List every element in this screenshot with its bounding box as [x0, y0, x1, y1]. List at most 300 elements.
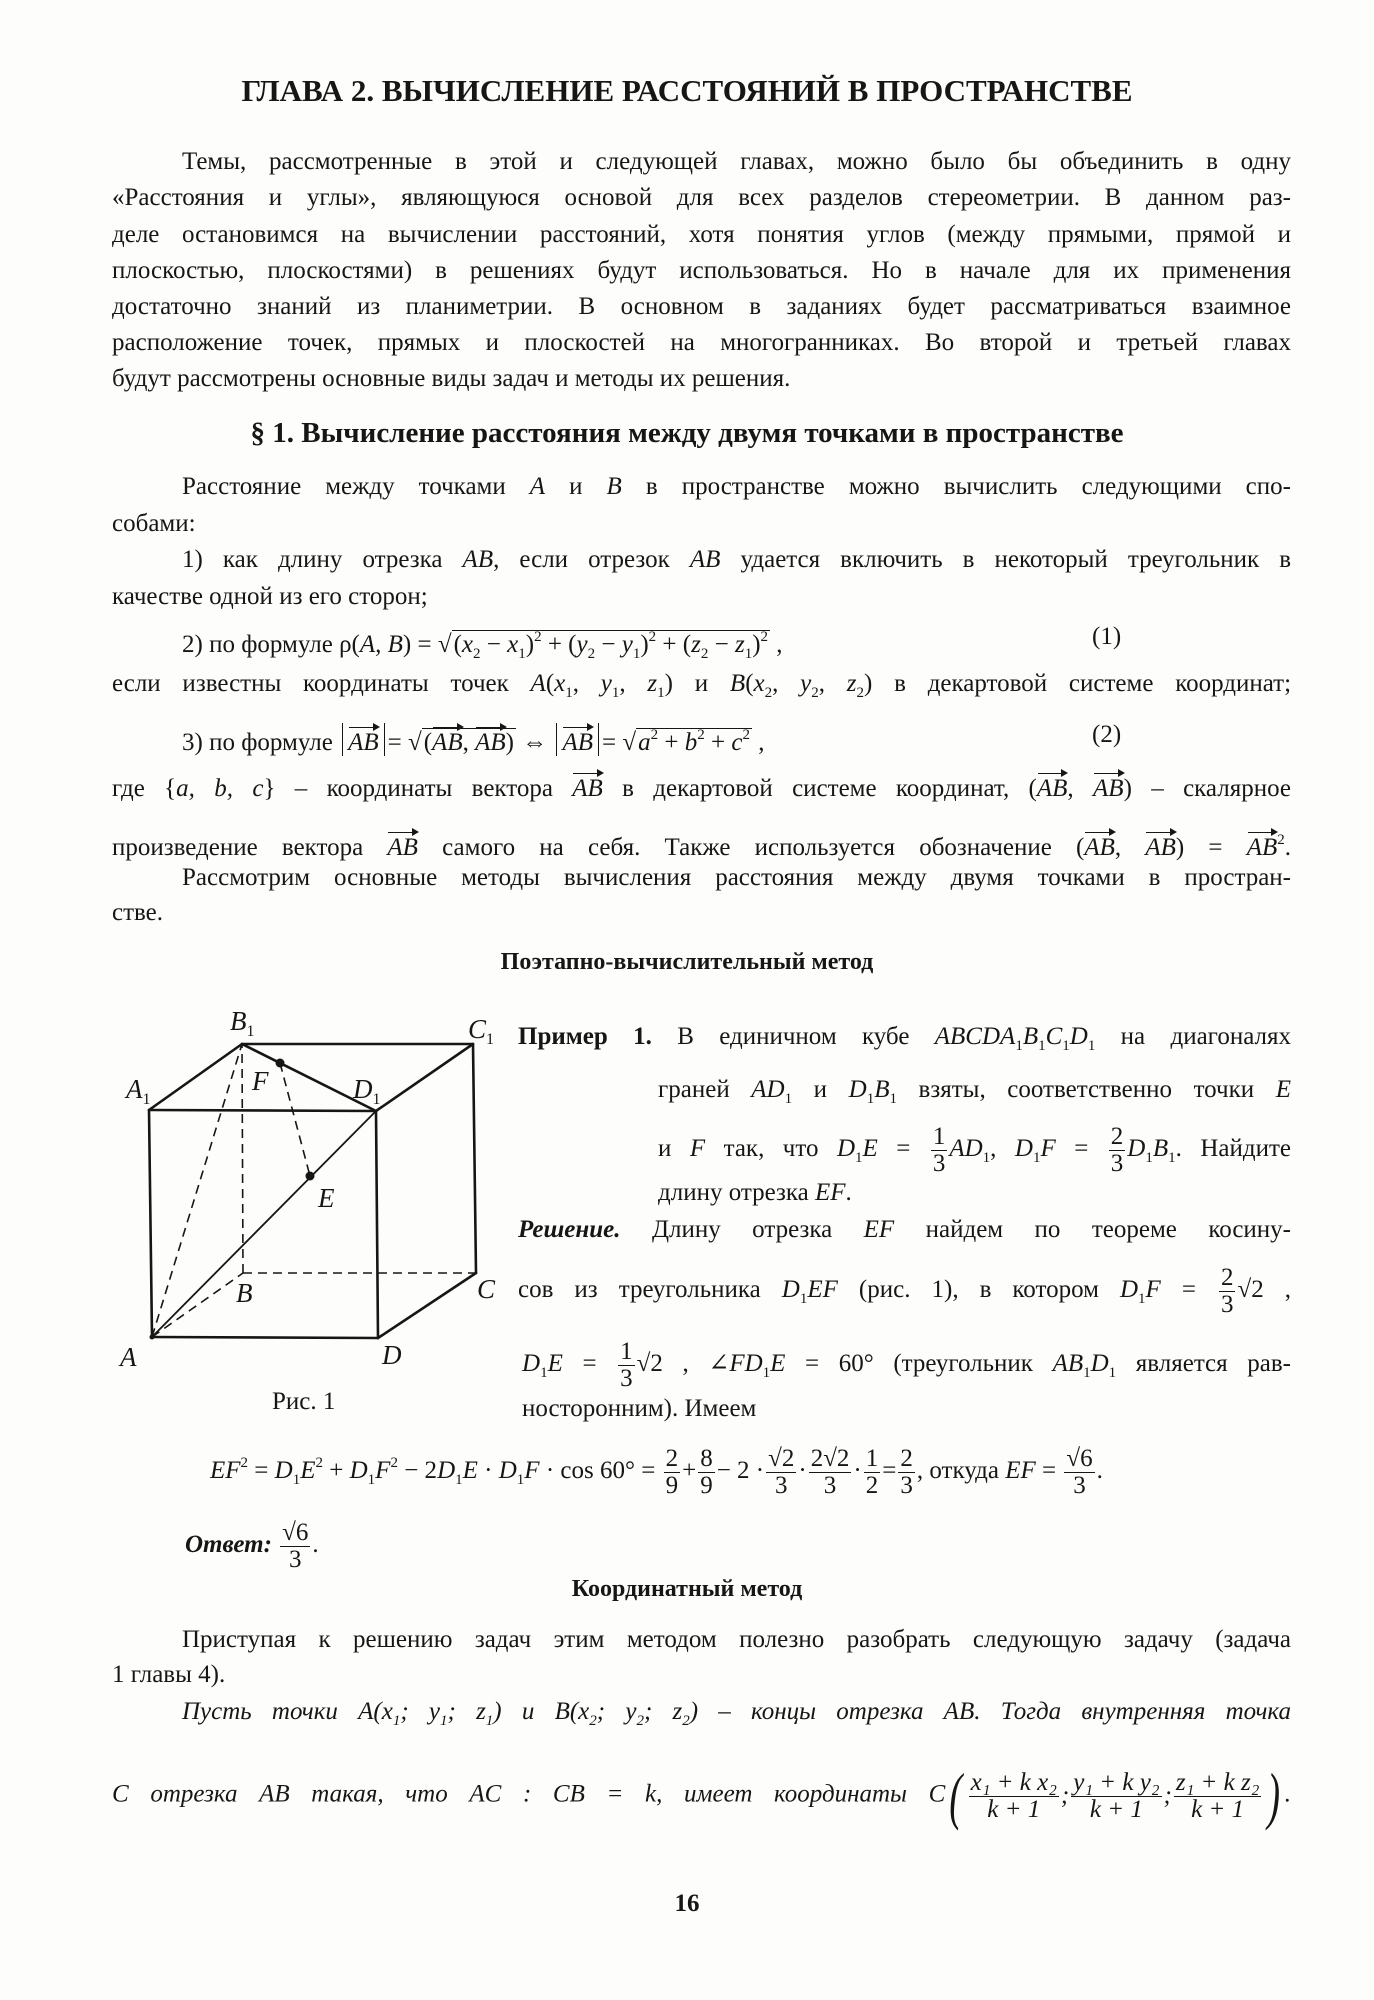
text-run: В единичном кубе: [651, 1023, 935, 1050]
text-run: =: [602, 729, 623, 756]
math-i: AD: [751, 1076, 785, 1103]
math-sub: 1: [982, 1150, 991, 1167]
math-i: F: [524, 1457, 540, 1485]
answer: [185, 1520, 319, 1573]
math-sub: 1: [565, 685, 573, 701]
math-sup: 2: [1277, 832, 1285, 848]
text-run: ): [525, 631, 535, 658]
math-i: y: [576, 631, 588, 658]
math-sub: 1: [1087, 1038, 1096, 1054]
text-run: является рав-: [1116, 1350, 1291, 1378]
text-run: произведение вектора: [112, 834, 388, 861]
math-i: A, B: [359, 631, 403, 658]
math-sub: 1: [518, 646, 526, 662]
math-i: A: [529, 473, 546, 500]
math-sub: 1: [1015, 1038, 1023, 1054]
vector: AB: [432, 726, 463, 760]
math-i: F: [1040, 1135, 1056, 1163]
denominator: k + 1: [1191, 1795, 1245, 1823]
dashed-AB: [152, 1273, 243, 1337]
text-run: (: [745, 670, 754, 697]
math-sub: 1: [866, 1091, 875, 1107]
math-i: z: [846, 670, 857, 697]
vector: AB: [572, 772, 603, 806]
text-run: ;: [1163, 1782, 1172, 1809]
text-run: +: [658, 729, 685, 756]
text-run: Длину отрезка: [620, 1216, 864, 1243]
text-run: ) – концы отрезка AB. Тогда внутренняя точка: [689, 1698, 1291, 1725]
math-i: C: [1045, 1023, 1063, 1050]
math-i: B: [606, 473, 622, 500]
denominator: k + 1: [987, 1795, 1041, 1823]
equation-number: (2): [1092, 721, 1122, 748]
math-sub: 1: [455, 1472, 463, 1489]
numerator: √2: [768, 1445, 795, 1472]
math-i: D: [349, 1457, 368, 1485]
text-run: .: [1096, 1457, 1103, 1485]
text-run: ) и: [664, 670, 730, 697]
text-run: .: [1284, 834, 1291, 861]
text-run: =: [877, 1135, 929, 1163]
fraction: [1219, 1265, 1236, 1318]
text-run: + (: [541, 631, 577, 658]
text-run: длину отрезка: [658, 1179, 815, 1206]
edge-C1C: [473, 1044, 476, 1273]
fraction: [280, 1520, 310, 1573]
vector: AB: [348, 726, 379, 760]
text-run: −: [480, 631, 508, 658]
text-run: +: [323, 1457, 350, 1485]
text-run: +: [704, 729, 732, 756]
fraction: [1071, 1770, 1161, 1823]
math-i: AB: [1052, 1350, 1084, 1378]
point-E: [306, 1172, 315, 1181]
text-run: ·: [853, 1457, 862, 1485]
text-run: в декартовой системе координат, (: [602, 775, 1037, 802]
math-sub: 1: [1032, 1150, 1041, 1167]
math-sup: 2: [240, 1455, 249, 1472]
math-i: D: [437, 1457, 456, 1485]
text-run: так, что: [705, 1135, 837, 1163]
vector: AB: [387, 831, 418, 865]
numerator: √6: [1066, 1445, 1093, 1472]
text-run: достаточно знаний из планиметрии. В основном в заданиях будет рассматриваться взаимное: [112, 293, 1291, 320]
math-i: y: [621, 631, 633, 658]
denominator: 3: [932, 1150, 946, 1177]
text-run: граней: [658, 1076, 752, 1103]
square-root: $√(x_2 - x_1)^2 + (y_2 - y_1)^2 + (z_2 - z_1)^2$: [437, 629, 769, 662]
text-run: (: [453, 631, 462, 658]
math-i: y: [600, 670, 612, 697]
math-sub: 1: [657, 685, 665, 701]
math-sub: 2: [636, 1713, 644, 1729]
math-i: D: [274, 1457, 293, 1485]
label-B: B: [236, 1278, 253, 1308]
text-run: ) – скалярное: [1123, 775, 1291, 802]
math-sub: 1: [784, 1091, 793, 1107]
left-paren: (: [949, 1760, 963, 1831]
text-run: + (: [656, 631, 692, 658]
text-run: расположение точек, прямых и плоскостей на многогранниках. Во второй и третьей главах: [112, 329, 1291, 356]
math-i: D: [1090, 1350, 1109, 1378]
numerator: x₁ + k x₂: [970, 1768, 1057, 1796]
math-i: D: [1014, 1135, 1033, 1163]
denominator: 3: [1073, 1472, 1086, 1499]
math-i: D: [522, 1350, 541, 1378]
edge-AD: [152, 1337, 378, 1338]
math-sub: 2: [682, 1713, 690, 1729]
fraction: [969, 1770, 1059, 1823]
denominator: 9: [665, 1472, 679, 1499]
text-run: ) и B(x: [493, 1698, 590, 1725]
text-run: . Найдите: [1175, 1135, 1291, 1163]
text-run: ): [752, 631, 761, 658]
text-run: и: [545, 473, 607, 500]
text-run: удается включить в некоторый треугольник в: [720, 546, 1291, 573]
text-run: , откуда: [916, 1457, 1006, 1485]
math-sub: 1: [367, 1472, 376, 1489]
text-run: = 60° (треугольник: [785, 1350, 1053, 1378]
numerator: 2: [1110, 1123, 1124, 1150]
fraction: [864, 1446, 881, 1499]
numerator: 2√2: [810, 1445, 850, 1472]
text-run: ): [505, 729, 514, 756]
example-line: [658, 1124, 1291, 1177]
paragraph-line: [112, 1658, 225, 1692]
math-i: D: [498, 1457, 517, 1485]
math-sub: 2: [473, 646, 481, 662]
solution-line: [522, 1339, 1291, 1392]
text-run: ⇔: [515, 729, 554, 756]
math-sub: 1: [1108, 1365, 1117, 1382]
math-sup: 2: [315, 1455, 323, 1472]
math-sub: 1: [1083, 1365, 1091, 1382]
square-root: √(AB, AB): [408, 728, 516, 756]
math-sub: 1: [1138, 1291, 1146, 1308]
parenthesized-group: [945, 1760, 1284, 1831]
text-run: .: [1284, 1780, 1291, 1808]
math-i: x: [507, 631, 519, 658]
text-run: ,: [818, 670, 847, 697]
math-i: B: [1022, 1023, 1039, 1050]
math-i: EF: [815, 1179, 846, 1206]
text-run: Расстояние между точками: [182, 473, 530, 500]
math-sub: 1: [799, 1291, 808, 1308]
text-run: (: [423, 729, 433, 756]
denominator: 3: [1220, 1291, 1234, 1318]
text-run: =: [387, 729, 408, 756]
text-run: ; y: [400, 1698, 441, 1725]
solution-line: [522, 1392, 756, 1426]
fraction: [1174, 1770, 1262, 1823]
text-run: .: [312, 1531, 319, 1559]
math-i: D: [781, 1276, 800, 1304]
math-i: AB: [689, 546, 721, 573]
fraction: [664, 1446, 681, 1499]
text-run: 1 главы 4).: [112, 1661, 226, 1688]
math-sup: 2: [534, 629, 542, 645]
math-i: F: [1145, 1276, 1161, 1304]
math-sup: 2: [742, 727, 750, 743]
math-sub: 1: [855, 1150, 863, 1167]
math-i: a, b, c: [176, 775, 264, 802]
numerator: 2: [1220, 1264, 1234, 1291]
paragraph-line: [182, 1695, 1291, 1738]
text-run: =: [1160, 1276, 1217, 1304]
numerator: 1: [932, 1123, 946, 1150]
math-i: E: [862, 1135, 878, 1163]
math-sup: 2: [697, 727, 705, 743]
example-line: [518, 1020, 1291, 1063]
math-sub: 1: [516, 1472, 525, 1489]
denominator: 3: [1110, 1150, 1124, 1177]
text-run: будут рассмотрены основные виды задач и методы их решения.: [112, 365, 791, 392]
text-run: ,: [1067, 775, 1094, 802]
diagonal-AD1: [152, 1111, 376, 1337]
math-i: E: [770, 1350, 786, 1378]
text-run: ,: [770, 631, 783, 658]
math-sup: 2: [648, 629, 657, 645]
edge-C1D1: [376, 1044, 473, 1111]
text-run: 2) по формуле ρ(: [182, 631, 360, 658]
text-run: ,: [990, 1135, 1015, 1163]
numerator: y₁ + k y₂: [1073, 1768, 1160, 1796]
method-title: Координатный метод: [571, 1576, 803, 1602]
text-run: ,: [751, 729, 765, 756]
text-run: −: [595, 631, 622, 658]
text-run: =: [248, 1457, 275, 1485]
label-D: D: [382, 1340, 402, 1370]
denominator: 3: [289, 1546, 302, 1573]
text-run: деле остановимся на вычислении расстояний, хотя понятия углов (между прямыми, прямой и: [112, 221, 1291, 248]
math-sub: 2: [811, 685, 819, 701]
text-run: +: [682, 1457, 697, 1485]
math-sub: 2: [589, 1713, 597, 1729]
math-i: E: [547, 1350, 563, 1378]
vector: AB: [1247, 831, 1278, 865]
numerator: √6: [282, 1519, 309, 1546]
text-run: [272, 1531, 278, 1558]
text-run: =: [562, 1350, 617, 1378]
label-E: E: [318, 1183, 335, 1213]
math-i: B: [729, 670, 746, 697]
square-root: $√a^2 + b^2 + c^2$: [622, 727, 750, 756]
text-run: ): [640, 631, 649, 658]
text-run: ,: [1114, 834, 1146, 861]
dashed-BB1: [242, 1044, 243, 1273]
text-run: ,: [572, 670, 601, 697]
dashed-FE: [280, 1063, 310, 1176]
edge-DD1: [376, 1111, 378, 1338]
text-run: √2 ,: [1237, 1276, 1291, 1304]
numerator: 1: [620, 1338, 633, 1365]
text-run: Приступая к решению задач этим методом полезно разобрать следующую задачу (задача: [182, 1626, 1291, 1653]
math-i: D: [848, 1076, 867, 1103]
math-sub: 1: [292, 1472, 301, 1489]
point-A: [150, 1335, 155, 1340]
text-run: ,: [772, 670, 801, 697]
cube-figure: [0, 0, 520, 1420]
math-sup: 2: [760, 629, 769, 645]
math-sub: 1: [611, 685, 620, 701]
math-i: c: [731, 729, 743, 756]
math-sub: 2: [764, 685, 773, 701]
math-sub: 2: [856, 685, 865, 701]
denominator: 3: [823, 1472, 837, 1499]
solution-line: [518, 1265, 1291, 1318]
paragraph-line: [182, 1623, 1291, 1657]
text-run: если известны координаты точек: [112, 670, 531, 697]
denominator: 3: [900, 1472, 913, 1499]
math-i: D: [1119, 1276, 1139, 1304]
text-run: самого на себя. Также используется обозначение (: [417, 834, 1085, 861]
text-run: стве.: [112, 899, 164, 926]
math-b: Пример 1.: [518, 1023, 652, 1050]
math-i: D: [1069, 1023, 1088, 1050]
denominator: k + 1: [1089, 1795, 1143, 1823]
denominator: 9: [700, 1472, 713, 1499]
math-i: E: [1275, 1076, 1291, 1103]
math-sub: 1: [392, 1713, 401, 1729]
math-i: x: [554, 670, 566, 697]
text-run: «Расстояния и углы», являющуюся основой для всех разделов стереометрии. В данном раз-: [112, 184, 1291, 211]
label-A1: $A_1$: [126, 1074, 151, 1108]
math-i: EF: [1005, 1457, 1036, 1485]
fraction: [1064, 1446, 1094, 1499]
math-i: z: [734, 631, 745, 658]
text-run: Рассмотрим основные методы вычисления расстояния между двумя точками в простран-: [182, 864, 1291, 891]
text-run: Темы, рассмотренные в этой и следующей главах, можно было бы объединить в одну: [182, 148, 1291, 175]
point-F: [276, 1059, 285, 1068]
paragraph-line: [112, 1760, 1291, 1831]
denominator: 3: [620, 1365, 633, 1392]
math-i: EF: [210, 1457, 241, 1485]
example-line: [658, 1073, 1291, 1116]
text-run: √2 , ∠: [636, 1350, 730, 1378]
math-i: AB: [462, 546, 494, 573]
math-i: z: [647, 670, 658, 697]
label-B1: $B_1$: [230, 1006, 255, 1040]
fraction: [1109, 1124, 1126, 1177]
fraction: [766, 1446, 796, 1499]
math-i: F: [689, 1135, 706, 1163]
text-run: (: [545, 670, 555, 697]
text-run: в пространстве можно вычислить следующими спо-: [621, 473, 1291, 500]
fraction: [809, 1446, 852, 1499]
math-i: y: [800, 670, 812, 697]
edge-CD: [378, 1273, 476, 1338]
main-formula: [210, 1446, 1103, 1499]
math-sub: 1: [1145, 1150, 1153, 1167]
math-i: z: [691, 631, 701, 658]
math-sub: 1: [762, 1365, 771, 1382]
math-i: ABCDA: [934, 1023, 1016, 1050]
math-i: F: [375, 1457, 391, 1485]
text-run: где {: [112, 775, 177, 802]
math-i: b: [684, 729, 698, 756]
text-run: ; z: [643, 1698, 683, 1725]
math-i: B: [874, 1076, 890, 1103]
math-sup: 2: [650, 727, 659, 743]
text-run: Пусть точки A(x: [182, 1698, 393, 1725]
text-run: .: [845, 1179, 852, 1206]
text-run: ) в декартовой системе координат;: [864, 670, 1292, 697]
text-run: 1) как длину отрезка: [182, 546, 463, 573]
numerator: 2: [900, 1445, 913, 1472]
math-i: x: [461, 631, 474, 658]
text-run: ; y: [596, 1698, 637, 1725]
vector: AB: [1093, 772, 1124, 806]
math-i: E: [300, 1457, 316, 1485]
denominator: 2: [865, 1472, 879, 1499]
text-run: − 2: [397, 1457, 438, 1485]
math-sub: 1: [744, 646, 753, 662]
numerator: z₁ + k z₂: [1175, 1768, 1260, 1796]
math-sup: 2: [390, 1455, 398, 1472]
math-i: E: [462, 1457, 478, 1485]
text-run: ;: [1060, 1782, 1070, 1809]
page-number: 16: [674, 1890, 700, 1917]
text-run: −: [708, 631, 735, 658]
text-run: ,: [462, 729, 476, 756]
text-run: 3) по формуле: [182, 729, 340, 756]
numerator: 1: [865, 1445, 879, 1472]
vector: AB: [562, 726, 593, 760]
radicand: [636, 728, 752, 756]
fraction: [898, 1446, 915, 1499]
text-run: − 2 ·: [716, 1457, 765, 1485]
math-sub: 2: [700, 646, 709, 662]
chapter-title: ГЛАВА 2. ВЫЧИСЛЕНИЕ РАССТОЯНИЙ В ПРОСТРАНСТВЕ: [241, 73, 1133, 108]
text-run: · cos 60° =: [539, 1457, 662, 1485]
numerator: 8: [700, 1445, 713, 1472]
math-i: EF: [863, 1216, 895, 1243]
text-run: качестве одной из его сторон;: [112, 583, 428, 610]
vector: AB: [1037, 772, 1068, 806]
example-line: [658, 1176, 852, 1210]
label-C: C: [477, 1274, 496, 1304]
math-i: EF: [807, 1276, 838, 1304]
text-run: ) =: [1175, 834, 1247, 861]
math-i: B: [1152, 1135, 1169, 1163]
dashed-AB1: [152, 1044, 242, 1337]
fraction: [618, 1339, 635, 1392]
text-run: ,: [619, 670, 648, 697]
math-sub: 1: [440, 1713, 448, 1729]
equation-number: (1): [1092, 623, 1122, 650]
math-sub: 1: [540, 1365, 548, 1382]
right-paren: ): [1267, 1760, 1281, 1831]
text-run: ·: [477, 1457, 499, 1485]
math-i: x: [753, 670, 765, 697]
denominator: 3: [774, 1472, 788, 1499]
label-D1: $D_1$: [353, 1074, 381, 1108]
numerator: 2: [665, 1445, 679, 1472]
math-sub: 1: [1062, 1038, 1070, 1054]
solution-line: [518, 1213, 1291, 1247]
edge-AA1: [149, 1110, 152, 1337]
text-run: =: [1055, 1135, 1107, 1163]
text-run: ; z: [447, 1698, 486, 1725]
math-i: AD: [949, 1135, 983, 1163]
text-run: и: [792, 1076, 849, 1103]
text-run: найдем по теореме косину-: [894, 1216, 1291, 1243]
text-run: плоскостью, плоскостями) в решениях будут использоваться. Но в начале для их применения: [112, 257, 1291, 284]
fraction: [698, 1446, 715, 1499]
text-run: ·: [798, 1457, 807, 1485]
math-sub: 1: [485, 1713, 494, 1729]
math-bi: Решение.: [518, 1216, 621, 1243]
